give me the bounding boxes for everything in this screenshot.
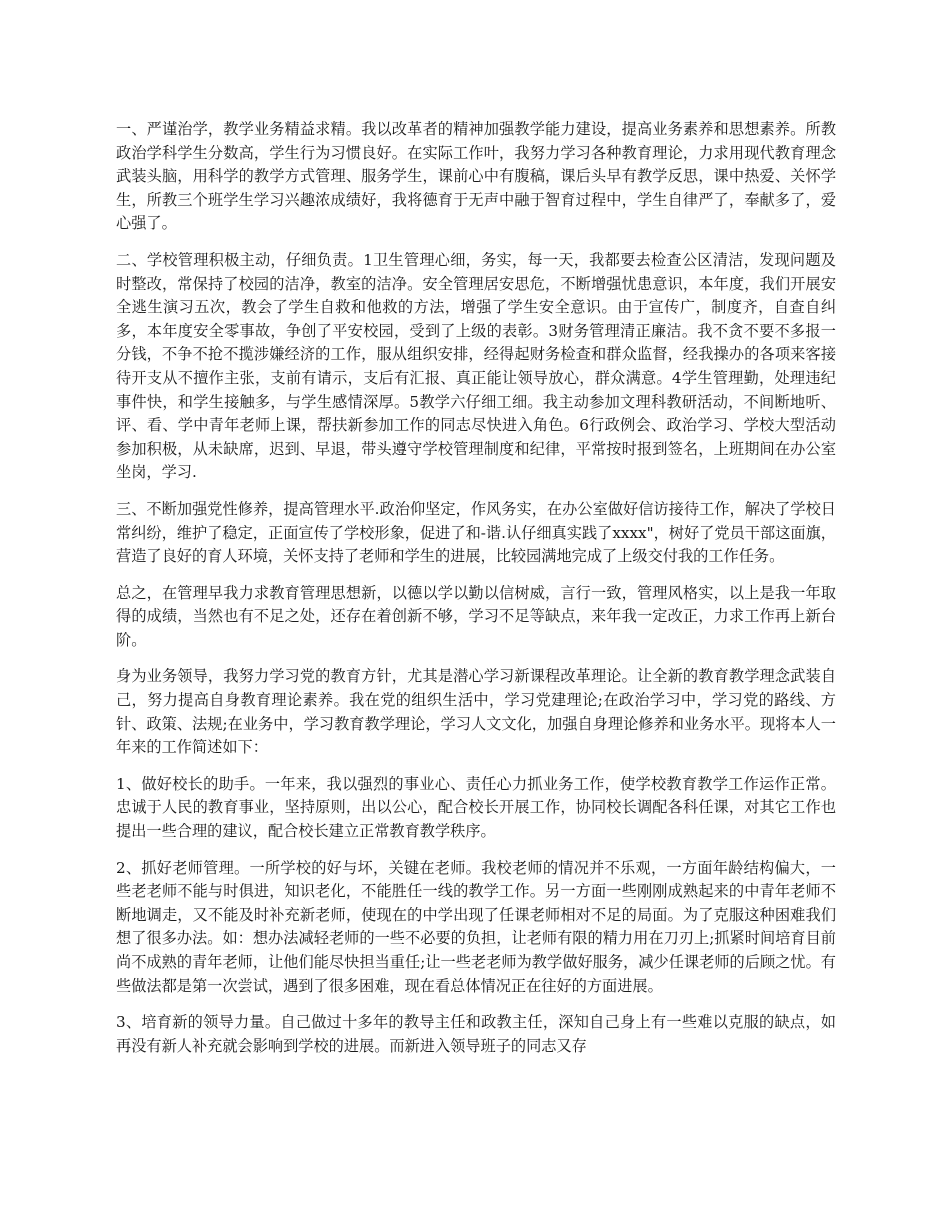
paragraph-summary: 总之，在管理早我力求教育管理思想新，以德以学以勤以信树威，言行一致，管理风格实，以上是我一年取得的成绩，当然也有不足之处，还存在着创新不够，学习不足等缺点，来年我一定改正，力求工作再上新台阶。 [116, 583, 836, 649]
paragraph-teacher-management: 2、抓好老师管理。一所学校的好与坏，关键在老师。我校老师的情况并不乐观，一方面年龄结构偏大，一些老老师不能与时俱进，知识老化，不能胜任一线的教学工作。另一方面一些刚刚成熟起来的中青年老师不断地调走，又不能及时补充新老师，使现在的中学出现了任课老师相对不足的局面。为了克服这种困难我们想了很多办法。如：想办法减轻老师的一些不必要的负担，让老师有限的精力用在刀刃上;抓紧时间培育目前尚不成熟的青年老师，让他们能尽快担当重任;让一些老老师为教学做好服务，减少任课老师的后顾之忧。有些做法都是第一次尝试，遇到了很多困难，现在看总体情况正在往好的方面进展。 [116, 858, 836, 995]
paragraph-teaching: 一、严谨治学，教学业务精益求精。我以改革者的精神加强教学能力建设，提高业务素养和思想素养。所教政治学科学生分数高，学生行为习惯良好。在实际工作叶，我努力学习各种教育理论，力求用现代教育理念武装头脑，用科学的教学方式管理、服务学生，课前心中有腹稿，课后头早有教学反思，课中热爱、关怀学生，所教三个班学生学习兴趣浓成绩好，我将德育于无声中融于智育过程中，学生自律严了，奉献多了，爱心强了。 [116, 120, 836, 233]
paragraph-party-spirit: 三、不断加强党性修养，提高管理水平.政治仰坚定，作风务实，在办公室做好信访接待工作，解决了学校日常纠纷，维护了稳定，正面宣传了学校形象，促进了和-谐.认仔细真实践了xxxx"，树好了党员干部这面旗，营造了良好的育人环境，关怀支持了老师和学生的进展，比较园满地完成了上级交付我的工作任务。 [116, 499, 836, 566]
paragraph-new-leadership: 3、培育新的领导力量。自己做过十多年的教导主任和政教主任，深知自己身上有一些难以克服的缺点，如再没有新人补充就会影响到学校的进展。而新进入领导班子的同志又存 [116, 1013, 836, 1055]
paragraph-business-leader: 身为业务领导，我努力学习党的教育方针，尤其是潜心学习新课程改革理论。让全新的教育教学理念武装自己，努力提高自身教育理论素养。我在党的组织生活中，学习党建理论;在政治学习中，学习党的路线、方针、政策、法规;在业务中，学习教育教学理论，学习人文文化，加强自身理论修养和业务水平。现将本人一年来的工作简述如下： [116, 667, 836, 757]
paragraph-school-management: 二、学校管理积极主动，仔细负责。1卫生管理心细，务实，每一天，我都要去检查公区清洁，发现问题及时整改，常保持了校园的洁净，教室的洁净。安全管理居安思危，不断增强忧患意识，本年度，我们开展安全逃生演习五次，教会了学生自救和他救的方法，增强了学生安全意识。由于宣传广，制度齐，自查自纠多，本年度安全零事故，争创了平安校园，受到了上级的表彰。3财务管理清正廉洁。我不贪不要不多报一分钱，不争不抢不揽涉嫌经济的工作，服从组织安排，经得起财务检查和群众监督，经我操办的各项来客接待开支从不擅作主张，支前有请示，支后有汇报、真正能让领导放心，群众满意。4学生管理勤，处理违纪事件快，和学生接触多，与学生感情深厚。5教学六仔细工细。我主动参加文理科教研活动，不间断地听、评、看、学中青年老师上课，帮扶新参加工作的同志尽快进入角色。6行政例会、政治学习、学校大型活动参加积极，从未缺席，迟到、早退，带头遵守学校管理制度和纪律，平常按时报到签名，上班期间在办公室坐岗，学习. [116, 250, 836, 482]
document-body [116, 118, 836, 1071]
paragraph-assist-principal: 1、做好校长的助手。一年来，我以强烈的事业心、责任心力抓业务工作，使学校教育教学工作运作正常。忠诚于人民的教育事业，坚持原则，出以公心，配合校长开展工作，协同校长调配各科任课，对其它工作也提出一些合理的建议，配合校长建立正常教育教学秩序。 [116, 774, 836, 841]
